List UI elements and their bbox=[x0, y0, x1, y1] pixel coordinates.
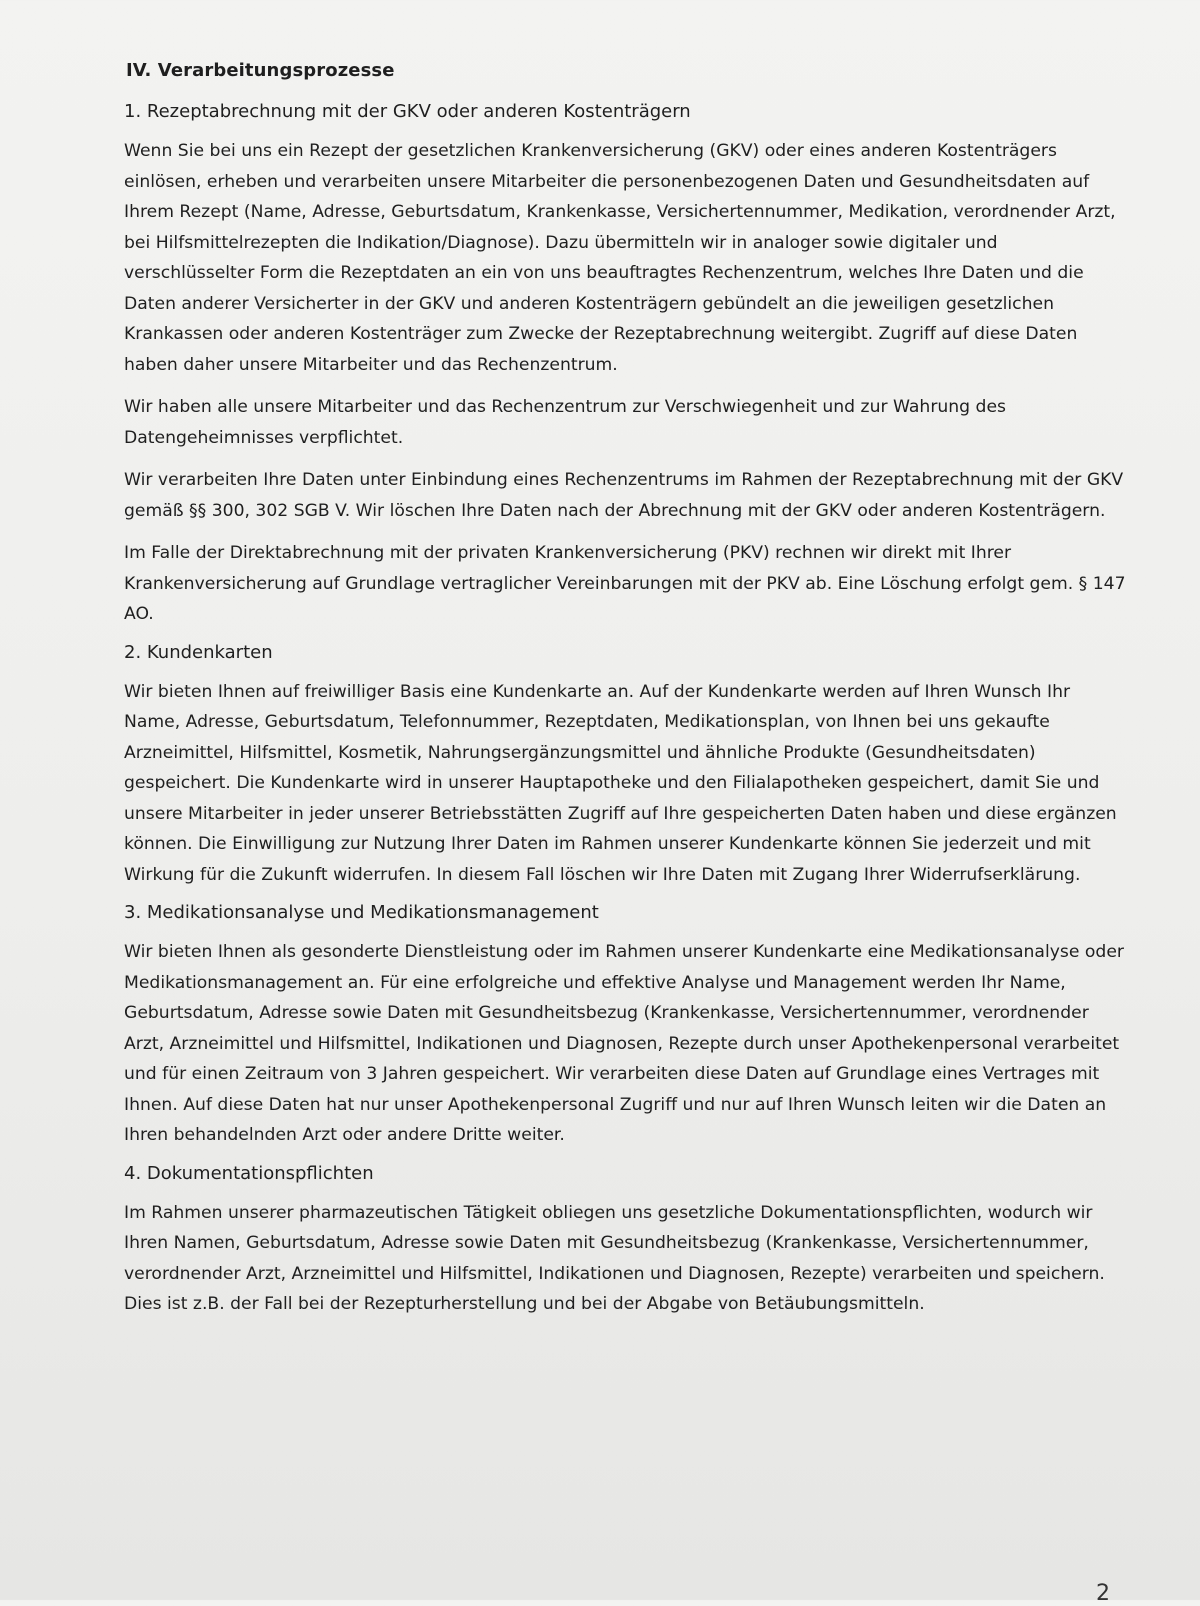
paragraph: Wir bieten Ihnen auf freiwilliger Basis eine Kundenkarte an. Auf der Kundenkarte werden auf Ihren Wunsch Ihr Name, Adresse, Geburtsdatum, Telefonnummer, Rezeptdaten, Medikationsplan, von Ihnen bei uns gekaufte Arzneimittel, Hilfsmittel, Kosmetik, Nahrungsergänzungsmittel und ähnliche Produkte (Gesundheitsdaten) gespeichert. Die Kundenkarte wird in unserer Hauptapotheke und den Filialapotheken gespeichert, damit Sie und unsere Mitarbeiter in jeder unserer Betriebsstätten Zugriff auf Ihre gespeicherten Daten haben und diese ergänzen können. Die Einwilligung zur Nutzung Ihrer Daten im Rahmen unserer Kundenkarte können Sie jederzeit und mit Wirkung für die Zukunft widerrufen. In diesem Fall löschen wir Ihre Daten mit Zugang Ihrer Widerrufserklärung. bbox=[124, 681, 1117, 885]
subsection-heading-3: 3. Medikationsanalyse und Medikationsmanagement bbox=[124, 902, 599, 923]
subsection-heading-2: 2. Kundenkarten bbox=[124, 641, 273, 663]
paragraph: Im Rahmen unserer pharmazeutischen Tätigkeit obliegen uns gesetzliche Dokumentationspflichten, wodurch wir Ihren Namen, Geburtsdatum, Adresse sowie Daten mit Gesundheitsbezug (Krankenkasse, Versichertennummer, verordnender Arzt, Arzneimittel und Hilfsmittel, Indikationen und Diagnosen, Rezepte) verarbeiten und speichern. Dies ist z.B. der Fall bei der Rezepturherstellung und bei der Abgabe von Betäubungsmitteln. bbox=[124, 1202, 1105, 1314]
paragraph: Im Falle der Direktabrechnung mit der privaten Krankenversicherung (PKV) rechnen wir direkt mit Ihrer Krankenversicherung auf Grundlage vertraglicher Vereinbarungen mit der PKV ab. Eine Löschung erfolgt gem. § 147 AO. bbox=[124, 543, 1126, 624]
section-title: IV. Verarbeitungsprozesse bbox=[126, 60, 395, 81]
paragraph: Wenn Sie bei uns ein Rezept der gesetzlichen Krankenversicherung (GKV) oder eines anderen Kostenträgers einlösen, erheben und verarbeiten unsere Mitarbeiter die personenbezogenen Daten und Gesundheitsdaten auf Ihrem Rezept (Name, Adresse, Geburtsdatum, Krankenkasse, Versichertennummer, Medikation, verordnender Arzt, bei Hilfsmittelrezepten die Indikation/Diagnose). Dazu übermitteln wir in analoger sowie digitaler und verschlüsselter Form die Rezeptdaten an ein von uns beauftragtes Rechenzentrum, welches Ihre Daten und die Daten anderer Versicherter in der GKV und anderen Kostenträgern gebündelt an die jeweiligen gesetzlichen Krankassen oder anderen Kostenträger zum Zwecke der Rezeptabrechnung weitergibt. Zugriff auf diese Daten haben daher unsere Mitarbeiter und das Rechenzentrum. bbox=[124, 141, 1116, 375]
paragraph: Wir verarbeiten Ihre Daten unter Einbindung eines Rechenzentrums im Rahmen der Rezeptabrechnung mit der GKV gemäß §§ 300, 302 SGB V. Wir löschen Ihre Daten nach der Abrechnung mit der GKV oder anderen Kostenträgern. bbox=[124, 470, 1124, 521]
subsection-heading-4: 4. Dokumentationspflichten bbox=[124, 1162, 374, 1184]
subsection-heading-1: 1. Rezeptabrechnung mit der GKV oder anderen Kostenträgern bbox=[124, 101, 691, 122]
paragraph: Wir haben alle unsere Mitarbeiter und das Rechenzentrum zur Verschwiegenheit und zur Wahrung des Datengeheimnisses verpflichtet. bbox=[124, 397, 1006, 448]
page-number: 2 bbox=[1096, 1581, 1110, 1606]
paragraph: Wir bieten Ihnen als gesonderte Dienstleistung oder im Rahmen unserer Kundenkarte eine Medikationsanalyse oder Medikationsmanagement an. Für eine erfolgreiche und effektive Analyse und Management werden Ihr Name, Geburtsdatum, Adresse sowie Daten mit Gesundheitsbezug (Krankenkasse, Versichertennummer, verordnender Arzt, Arzneimittel und Hilfsmittel, Indikationen und Diagnosen, Rezepte durch unser Apothekenpersonal verarbeitet und für einen Zeitraum von 3 Jahren gespeichert. Wir verarbeiten diese Daten auf Grundlage eines Vertrages mit Ihnen. Auf diese Daten hat nur unser Apothekenpersonal Zugriff und nur auf Ihren Wunsch leiten wir die Daten an Ihren behandelnden Arzt oder andere Dritte weiter. bbox=[124, 942, 1124, 1145]
